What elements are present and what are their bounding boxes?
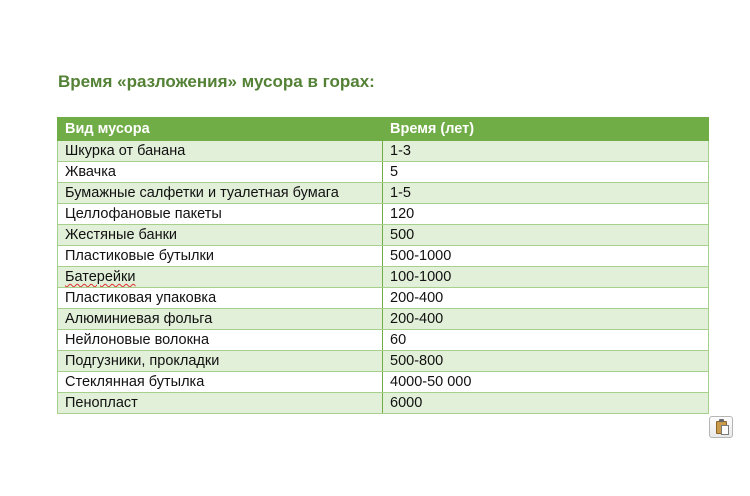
cell-decomposition-time: 200-400 — [383, 288, 709, 309]
cell-waste-type — [58, 288, 383, 309]
table-row — [58, 141, 709, 162]
cell-waste-type — [58, 351, 383, 372]
cell-waste-type — [58, 267, 383, 288]
cell-decomposition-time: 5 — [383, 162, 709, 183]
document-heading: Время «разложения» мусора в горах: — [58, 72, 375, 91]
column-header-waste-type: Вид мусора — [58, 118, 383, 141]
paste-options-button[interactable] — [709, 416, 733, 438]
cell-waste-type — [58, 141, 383, 162]
cell-decomposition-time: 1-5 — [383, 183, 709, 204]
cell-decomposition-time: 100-1000 — [383, 267, 709, 288]
cell-waste-type — [58, 393, 383, 414]
column-header-time: Время (лет) — [383, 118, 709, 141]
cell-waste-type — [58, 330, 383, 351]
waste-type-text: Жестяные банки — [65, 227, 178, 243]
table-row — [58, 162, 709, 183]
table-row — [58, 351, 709, 372]
waste-type-text: Подгузники, прокладки — [65, 353, 220, 369]
cell-decomposition-time: 500-800 — [383, 351, 709, 372]
cell-decomposition-time: 500 — [383, 225, 709, 246]
cell-decomposition-time: 200-400 — [383, 309, 709, 330]
clipboard-clip-icon — [719, 419, 724, 422]
waste-type-text: Нейлоновые волокна — [65, 332, 210, 348]
cell-decomposition-time: 60 — [383, 330, 709, 351]
cell-waste-type — [58, 225, 383, 246]
table-row — [58, 246, 709, 267]
table-header-row — [58, 118, 709, 141]
cell-decomposition-time: 6000 — [383, 393, 709, 414]
cell-waste-type — [58, 372, 383, 393]
waste-decomposition-table — [57, 117, 709, 414]
waste-type-text: Шкурка от банана — [65, 143, 186, 159]
table-row — [58, 183, 709, 204]
table-row — [58, 393, 709, 414]
cell-decomposition-time: 1-3 — [383, 141, 709, 162]
cell-waste-type — [58, 183, 383, 204]
table-row — [58, 267, 709, 288]
waste-type-text: Пластиковые бутылки — [65, 248, 214, 264]
waste-type-text: Жвачка — [65, 164, 116, 180]
cell-waste-type — [58, 162, 383, 183]
table-body — [58, 141, 709, 414]
cell-decomposition-time: 4000-50 000 — [383, 372, 709, 393]
table-row — [58, 309, 709, 330]
waste-type-text: Пластиковая упаковка — [65, 290, 217, 306]
waste-type-text: Пенопласт — [65, 395, 138, 411]
paste-sheet-icon — [721, 425, 729, 435]
cell-waste-type — [58, 309, 383, 330]
table-row — [58, 288, 709, 309]
waste-type-text: Бумажные салфетки и туалетная бумага — [65, 185, 339, 201]
waste-type-text: Целлофановые пакеты — [65, 206, 222, 222]
waste-type-text: Батерейки — [65, 269, 136, 285]
cell-waste-type — [58, 246, 383, 267]
waste-type-text: Стеклянная бутылка — [65, 374, 205, 390]
waste-type-text: Алюминиевая фольга — [65, 311, 213, 327]
cell-decomposition-time: 120 — [383, 204, 709, 225]
table-row — [58, 372, 709, 393]
cell-decomposition-time: 500-1000 — [383, 246, 709, 267]
cell-waste-type — [58, 204, 383, 225]
table-row — [58, 330, 709, 351]
table-row — [58, 225, 709, 246]
table-row — [58, 204, 709, 225]
